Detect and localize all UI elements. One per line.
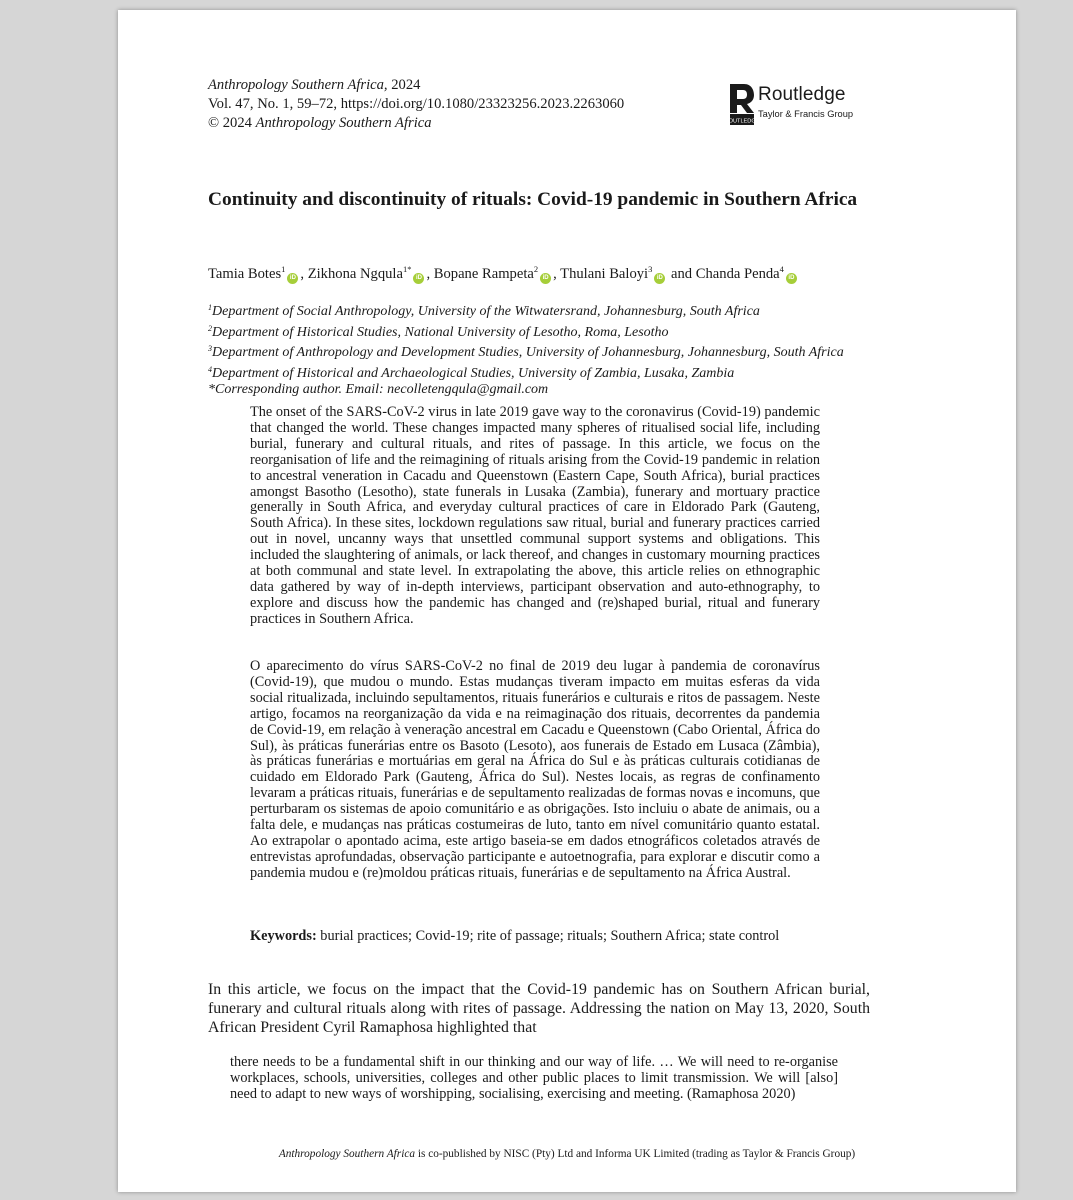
abstract-portuguese: O aparecimento do vírus SARS-CoV-2 no final de 2019 deu lugar à pandemia de coronavírus (Covid-19), que mudou o mundo. Estas mudanças tiveram impacto em muitas esferas da vida social ritualizada, incluindo sepultamentos, rituais funerários e culturais e ritos de passagem. Neste artigo, focamos na reorganização da vida e na reimaginação dos rituais, decorrentes da pandemia de Covid-19, em relação à veneração ancestral em Cacadu e Queenstown (Cabo Oriental, África do Sul), às práticas funerárias entre os Basoto (Lesoto), aos funerais de Estado em Lusaca (Zâmbia), às práticas funerárias e mortuárias em geral na África do Sul e às práticas culturais cotidianas de cuidado em Eldorado Park (Gauteng, África do Sul). Nestes locais, as regras de confinamento levaram a práticas rituais, funerárias e de sepultamento realizadas de formas novas e incomuns, que perturbaram os sistemas de apoio comunitário e as obrigações. Isto incluiu o abate de animais, ou a falta dele, e mudanças nas práticas costumeiras de luto, tanto em nível comunitário quanto estatal. Ao extrapolar o apontado acima, este artigo baseia-se em dados etnográficos coletados através de entrevistas aprofundadas, observação participante e autoetnografia, para explorar e discutir como a pandemia mudou e (re)moldou práticas rituais, funerárias e de sepultamento na África Austral. bbox=[250, 658, 820, 881]
footer-journal: Anthropology Southern Africa bbox=[278, 1148, 416, 1160]
author-name: Zikhona Ngqula bbox=[307, 266, 403, 282]
affiliation-sup: 3 bbox=[208, 344, 212, 354]
keywords-list: burial practices; Covid-19; rite of passage; rituals; Southern Africa; state control bbox=[320, 928, 780, 944]
journal-header bbox=[208, 76, 624, 133]
author-joiner: and bbox=[671, 266, 693, 282]
logo-mark-text: ROUTLEDGE bbox=[724, 118, 760, 125]
body-paragraph: In this article, we focus on the impact that the Covid-19 pandemic has on Southern African burial, funerary and cultural rituals along with rites of passage. Addressing the nation on May 13, 2020, South African President Cyril Ramaphosa highlighted that bbox=[208, 981, 870, 1037]
article-title: Continuity and discontinuity of rituals: Covid-19 pandemic in Southern Africa bbox=[208, 189, 858, 210]
publisher-name: Routledge bbox=[758, 84, 846, 105]
publisher-subtitle: Taylor & Francis Group bbox=[758, 109, 854, 119]
orcid-icon[interactable]: iD bbox=[786, 273, 797, 284]
affiliations bbox=[208, 300, 844, 399]
keywords bbox=[250, 928, 779, 945]
volume-doi[interactable]: Vol. 47, No. 1, 59–72, https://doi.org/10.1080/23323256.2023.2263060 bbox=[208, 96, 625, 112]
affiliation-text: Department of Historical Studies, National University of Lesotho, Roma, Lesotho bbox=[212, 324, 669, 340]
author-sup: 1 bbox=[281, 264, 286, 274]
author-sup: 2 bbox=[533, 264, 539, 274]
affiliation-sup: 1 bbox=[208, 303, 212, 312]
author-name: Tamia Botes bbox=[208, 266, 282, 282]
orcid-icon[interactable]: iD bbox=[654, 273, 665, 284]
affiliation-sup: 4 bbox=[208, 364, 212, 374]
author-list: Tamia Botes$^1$iD , Zikhona Ngqula$^{1*}$iD , Bopane Rampeta$^2$iD , Thulani Baloyi$^3$iD and Chanda Penda$^4$iD bbox=[208, 264, 799, 284]
affiliation-text: Department of Social Anthropology, University of the Witwatersrand, Johannesburg, South Africa bbox=[212, 304, 760, 319]
author-name: Bopane Rampeta bbox=[433, 266, 534, 282]
affiliation-item bbox=[208, 362, 844, 383]
paper-page bbox=[118, 10, 1016, 1192]
copyright-prefix: © 2024 bbox=[208, 115, 252, 131]
orcid-icon[interactable]: iD bbox=[413, 273, 424, 284]
affiliation-text: Department of Anthropology and Development Studies, University of Johannesburg, Johannesburg, South Africa bbox=[212, 345, 844, 361]
author-sup: 3 bbox=[648, 264, 653, 274]
affiliation-sup: 2 bbox=[208, 323, 212, 333]
abstract-english: The onset of the SARS-CoV-2 virus in late 2019 gave way to the coronavirus (Covid-19) pandemic that changed the world. These changes impacted many spheres of ritualised social life, including burial, funerary and cultural rituals, and rites of passage. In this article, we focus on the reorganisation of life and the reimagining of rituals arising from the Covid-19 pandemic in relation to ancestral veneration in Cacadu and Queenstown (Eastern Cape, South Africa), burial practices amongst Basotho (Lesotho), state funerals in Lusaka (Zambia), funerary and mortuary practice generally in South Africa, and everyday cultural practices of care in Eldorado Park (Gauteng, South Africa). In these sites, lockdown regulations saw ritual, burial and funerary practices carried out in novel, uncanny ways that unsettled communal support systems and obligations. This included the slaughtering of animals, or lack thereof, and changes in customary mourning practices at both communal and state level. In extrapolating the above, this article relies on ethnographic data gathered by way of in-depth interviews, participant observation and auto-ethnography, to explore and discuss how the pandemic has changed and (re)shaped burial, ritual and funerary practices in Southern Africa. bbox=[250, 404, 820, 627]
footer-text: is co-published by NISC (Pty) Ltd and Informa UK Limited (trading as Taylor & Francis Group) bbox=[415, 1148, 856, 1160]
page-footer bbox=[118, 1148, 1016, 1160]
orcid-icon[interactable]: iD bbox=[287, 273, 298, 284]
affiliation-text: Department of Historical and Archaeological Studies, University of Zambia, Lusaka, Zambia bbox=[212, 365, 735, 381]
affiliation-item bbox=[208, 341, 844, 362]
author-sup: 1* bbox=[402, 264, 412, 274]
affiliation-item bbox=[208, 321, 844, 342]
author-sup: 4 bbox=[779, 264, 784, 274]
journal-name: Anthropology Southern Africa, bbox=[208, 77, 388, 93]
affiliation-item bbox=[208, 300, 844, 321]
journal-year: 2024 bbox=[391, 77, 421, 93]
keywords-label: Keywords: bbox=[250, 928, 317, 944]
orcid-icon[interactable]: iD bbox=[540, 273, 551, 284]
author-name: Chanda Penda bbox=[695, 266, 780, 282]
author-name: Thulani Baloyi bbox=[560, 266, 649, 282]
routledge-logo-icon bbox=[724, 82, 760, 126]
block-quote: there needs to be a fundamental shift in our thinking and our way of life. … We will need to re-organise workplaces, schools, universities, colleges and other public places to limit transmission. We will [also] need to adapt to new ways of worshipping, socialising, exercising and meeting. (Ramaphosa 2020) bbox=[230, 1054, 838, 1103]
corresponding-author: *Corresponding author. Email: necolletengqula@gmail.com bbox=[208, 382, 549, 398]
copyright-journal: Anthropology Southern Africa bbox=[255, 115, 432, 131]
